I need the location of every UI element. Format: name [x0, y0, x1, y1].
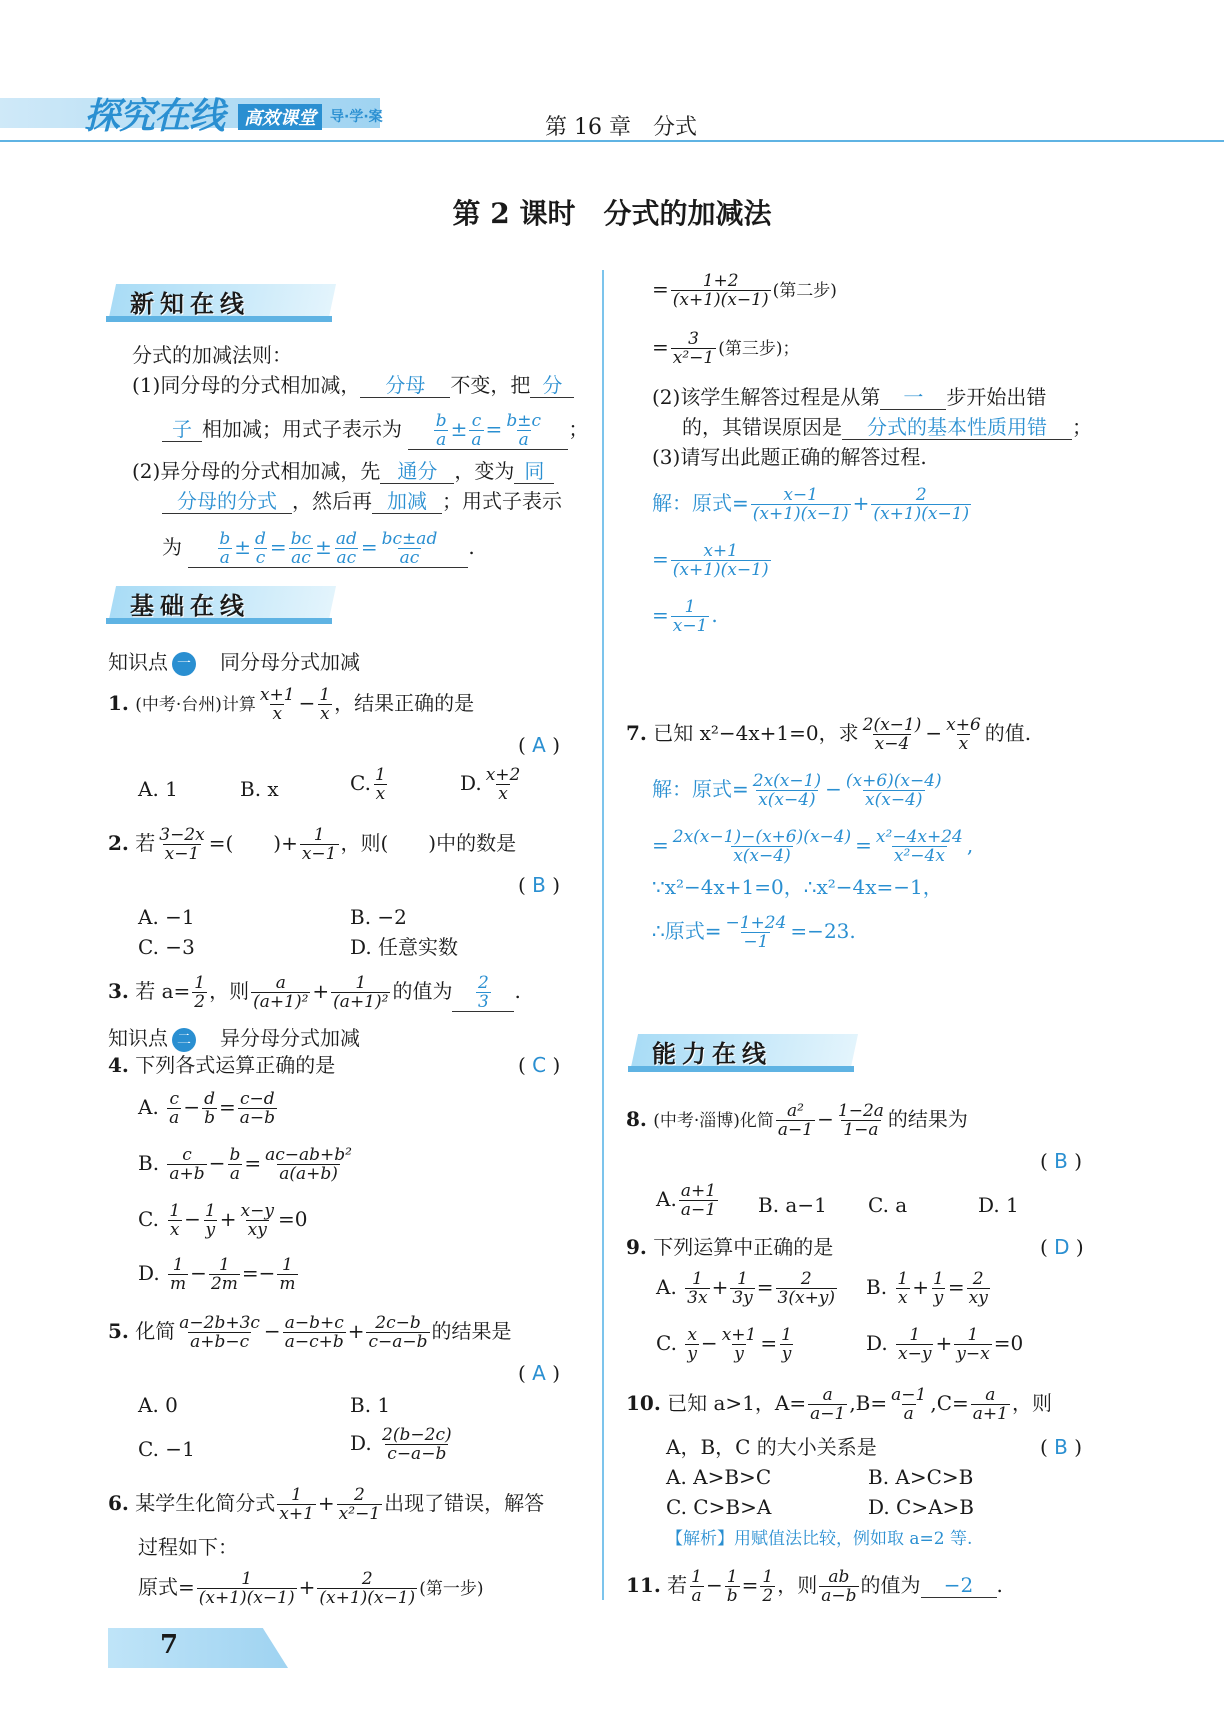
q9-answer: ( D )	[1040, 1235, 1084, 1259]
knowledge-point-2: 知识点 二 异分母分式加减	[108, 1026, 360, 1050]
q4-option-b: B. $\frac{c}{a+b}$ − $\frac{b}{a}$ = $\frac{\text{ac−ab+b²}}{a(a+b)}$	[138, 1145, 352, 1184]
question-6: 6. 某学生化简分式 $\frac{1}{x+1}$ + $\frac{2}{\text{x²−1}}$ 出现了错误，解答	[108, 1485, 545, 1524]
q6-step2: = $\frac{1+2}{(x+1)(x-1)}$ (第二步)	[652, 271, 837, 310]
q5-option-b: B. 1	[350, 1393, 391, 1417]
q7-solution-line4: ∴原式= $\frac{-1+24}{-1}$ =−23.	[652, 913, 856, 952]
rule-2-formula: $\frac{b}{a}$ ± $\frac{d}{c}$ = $\frac{bc}{ac}$ ± $\frac{ad}{ac}$ = $\frac{bc\pm ad}{ac}$	[188, 530, 468, 568]
rule-2-line1: (2)异分母的分式相加减，先 通分 ，变为 同	[132, 458, 554, 484]
brand-logo: 探究在线	[84, 96, 225, 137]
question-2: 2. 若 $\frac{3-2x}{x-1}$ =( )+ $\frac{1}{x-1}$ ，则( )中的数是	[108, 825, 517, 864]
question-11: 11. 若 $\frac{1}{a}$ − $\frac{1}{b}$ = $\frac{1}{2}$ ，则 $\frac{ab}{a-b}$ 的值为 −2 .	[626, 1567, 1003, 1606]
q10-option-b: B. A>C>B	[868, 1465, 974, 1489]
q5-option-a: A. 0	[138, 1393, 178, 1417]
question-9: 9. 下列运算中正确的是	[626, 1235, 834, 1259]
q6-part2-line2: 的，其错误原因是 分式的基本性质用错 ；	[682, 415, 1092, 439]
q10-option-d: D. C>A>B	[868, 1495, 974, 1519]
q4-option-d: D. $\frac{1}{m}$ − $\frac{1}{2m}$ =− $\frac{1}{m}$	[138, 1255, 296, 1294]
q10-analysis: 【解析】用赋值法比较，例如取 a=2 等.	[666, 1529, 973, 1549]
q1-option-c: C. $\frac{1}{x}$	[350, 765, 386, 804]
question-10: 10. 已知 a>1，A= $\frac{a}{a-1}$ ,B= $\frac{a-1}{a}$ ,C= $\frac{a}{a+1}$ ，则	[626, 1385, 1052, 1424]
q6-solution-line3: = $\frac{1}{x-1}$ .	[652, 597, 718, 636]
question-5: 5. 化简 $\frac{a-2b+3c}{a+b-c}$ − $\frac{a-b+c}{a-c+b}$ + $\frac{2c-b}{c-a-b}$ 的结果是	[108, 1313, 512, 1352]
question-8: 8. (中考·淄博)化简 $\frac{\text{a²}}{a-1}$ − $\frac{1-2a}{1-a}$ 的结果为	[626, 1101, 968, 1140]
q1-option-b: B. x	[240, 777, 279, 801]
q2-option-b: B. −2	[350, 905, 407, 929]
q6-part2-line1: (2)该学生解答过程是从第 一 步开始出错	[652, 385, 1047, 409]
q8-answer: ( B )	[1040, 1149, 1083, 1173]
rule-2-line2: 分母的分式 ，然后再 加减 ；用式子表示	[162, 488, 562, 514]
q10-line2: A，B，C 的大小关系是	[666, 1435, 877, 1459]
rule-1-formula: $\frac{b}{a}$ ± $\frac{c}{a}$ = $\frac{b\pm c}{a}$	[408, 412, 568, 450]
q8-option-a: A. $\frac{a+1}{a-1}$	[656, 1181, 717, 1220]
q9-option-c: C. $\frac{x}{y}$ − $\frac{x+1}{y}$ = $\frac{1}{y}$	[656, 1325, 792, 1364]
q6-solution-line1: 解：原式= $\frac{x-1}{(x+1)(x-1)}$ + $\frac{2}{(x+1)(x-1)}$	[652, 485, 970, 524]
page-number: 7	[160, 1630, 179, 1660]
rule-1-line2: 子 相加减；用式子表示为 $\frac{b}{a}$ ± $\frac{c}{a}$ = $\frac{b\pm c}{a}$ ；	[162, 412, 588, 450]
q2-option-c: C. −3	[138, 935, 195, 959]
q8-option-b: B. a−1	[758, 1193, 827, 1217]
q10-answer: ( B )	[1040, 1435, 1083, 1459]
q2-answer: ( B )	[518, 873, 561, 897]
q10-option-c: C. C>B>A	[666, 1495, 772, 1519]
brand-tag: 导·学·案	[330, 109, 383, 125]
q7-solution-line3: ∵x²−4x+1=0，∴x²−4x=−1，	[652, 875, 943, 899]
q9-option-a: A. $\frac{1}{3x}$ + $\frac{1}{3y}$ = $\frac{2}{3(x+y)}$	[656, 1269, 836, 1308]
q5-option-d: D. $\frac{2(b-2c)}{c-a-b}$	[350, 1425, 452, 1464]
rule-2-line3: 为 $\frac{b}{a}$ ± $\frac{d}{c}$ = $\frac{bc}{ac}$ ± $\frac{ad}{ac}$ = $\frac{bc\pm ad}{ac}$ .	[162, 529, 475, 568]
q7-solution-line2: = $\frac{2x(x-1)-(x+6)(x-4)}{x(x-4)}$ = $\frac{\text{x²−4x+24}}{\text{x²−4x}}$ ,	[652, 827, 974, 866]
q2-option-d: D. 任意实数	[350, 935, 459, 959]
question-1: 1. (中考·台州)计算 $\frac{x+1}{x}$ − $\frac{1}{x}$ ，结果正确的是	[108, 685, 475, 724]
q6-part3: (3)请写出此题正确的解答过程.	[652, 445, 927, 469]
q9-option-b: B. $\frac{1}{x}$ + $\frac{1}{y}$ = $\frac{2}{xy}$	[866, 1269, 988, 1308]
section-banner-ability: 能力在线	[634, 1030, 854, 1070]
q5-option-c: C. −1	[138, 1437, 195, 1461]
question-3: 3. 若 a= $\frac{1}{2}$ ，则 $\frac{a}{\text{(a+1)²}}$ + $\frac{1}{\text{(a+1)²}}$ 的值为 $\frac{2}{3}$ .	[108, 973, 521, 1012]
column-divider	[602, 270, 604, 1600]
rules-intro: 分式的加减法则：	[132, 343, 292, 367]
q8-option-d: D. 1	[978, 1193, 1019, 1217]
question-7: 7. 已知 x²−4x+1=0，求 $\frac{2(x-1)}{x-4}$ − $\frac{x+6}{x}$ 的值.	[626, 715, 1032, 754]
page-number-tab	[108, 1628, 288, 1668]
q1-option-a: A. 1	[138, 777, 178, 801]
q7-solution-line1: 解：原式= $\frac{2x(x-1)}{x(x-4)}$ − $\frac{(x+6)(x-4)}{x(x-4)}$	[652, 771, 942, 810]
chapter-title: 第 16 章 分式	[545, 115, 697, 140]
q6-line2: 过程如下：	[138, 1535, 238, 1559]
q1-option-d: D. $\frac{x+2}{x}$	[460, 765, 521, 804]
q4-option-c: C. $\frac{1}{x}$ − $\frac{1}{y}$ + $\frac{x-y}{xy}$ =0	[138, 1201, 308, 1240]
q4-answer: ( C )	[518, 1053, 561, 1077]
q10-option-a: A. A>B>C	[666, 1465, 772, 1489]
q6-solution-line2: = $\frac{x+1}{(x+1)(x-1)}$	[652, 541, 769, 580]
question-4: 4. 下列各式运算正确的是	[108, 1053, 336, 1077]
section-banner-new: 新知在线	[112, 280, 332, 320]
q1-answer: ( A )	[518, 733, 561, 757]
q2-option-a: A. −1	[138, 905, 195, 929]
q6-step1: 原式= $\frac{1}{(x+1)(x-1)}$ + $\frac{2}{(x+1)(x-1)}$ (第一步)	[138, 1569, 484, 1608]
q8-option-c: C. a	[868, 1193, 908, 1217]
q4-option-a: A. $\frac{c}{a}$ − $\frac{d}{b}$ = $\frac{c-d}{a-b}$	[138, 1089, 275, 1128]
knowledge-point-1: 知识点 一 同分母分式加减	[108, 650, 360, 674]
q9-option-d: D. $\frac{1}{x-y}$ + $\frac{1}{y-x}$ =0	[866, 1325, 1024, 1364]
lesson-title: 第 2 课时 分式的加减法	[452, 197, 772, 230]
brand-sub: 高效课堂	[238, 104, 322, 130]
rule-1-line1: (1)同分母的分式相加减， 分母 不变，把 分	[132, 372, 574, 398]
section-banner-basic: 基础在线	[112, 582, 332, 622]
q6-step3: = $\frac{3}{\text{x²−1}}$ (第三步)；	[652, 329, 800, 368]
q5-answer: ( A )	[518, 1361, 561, 1385]
